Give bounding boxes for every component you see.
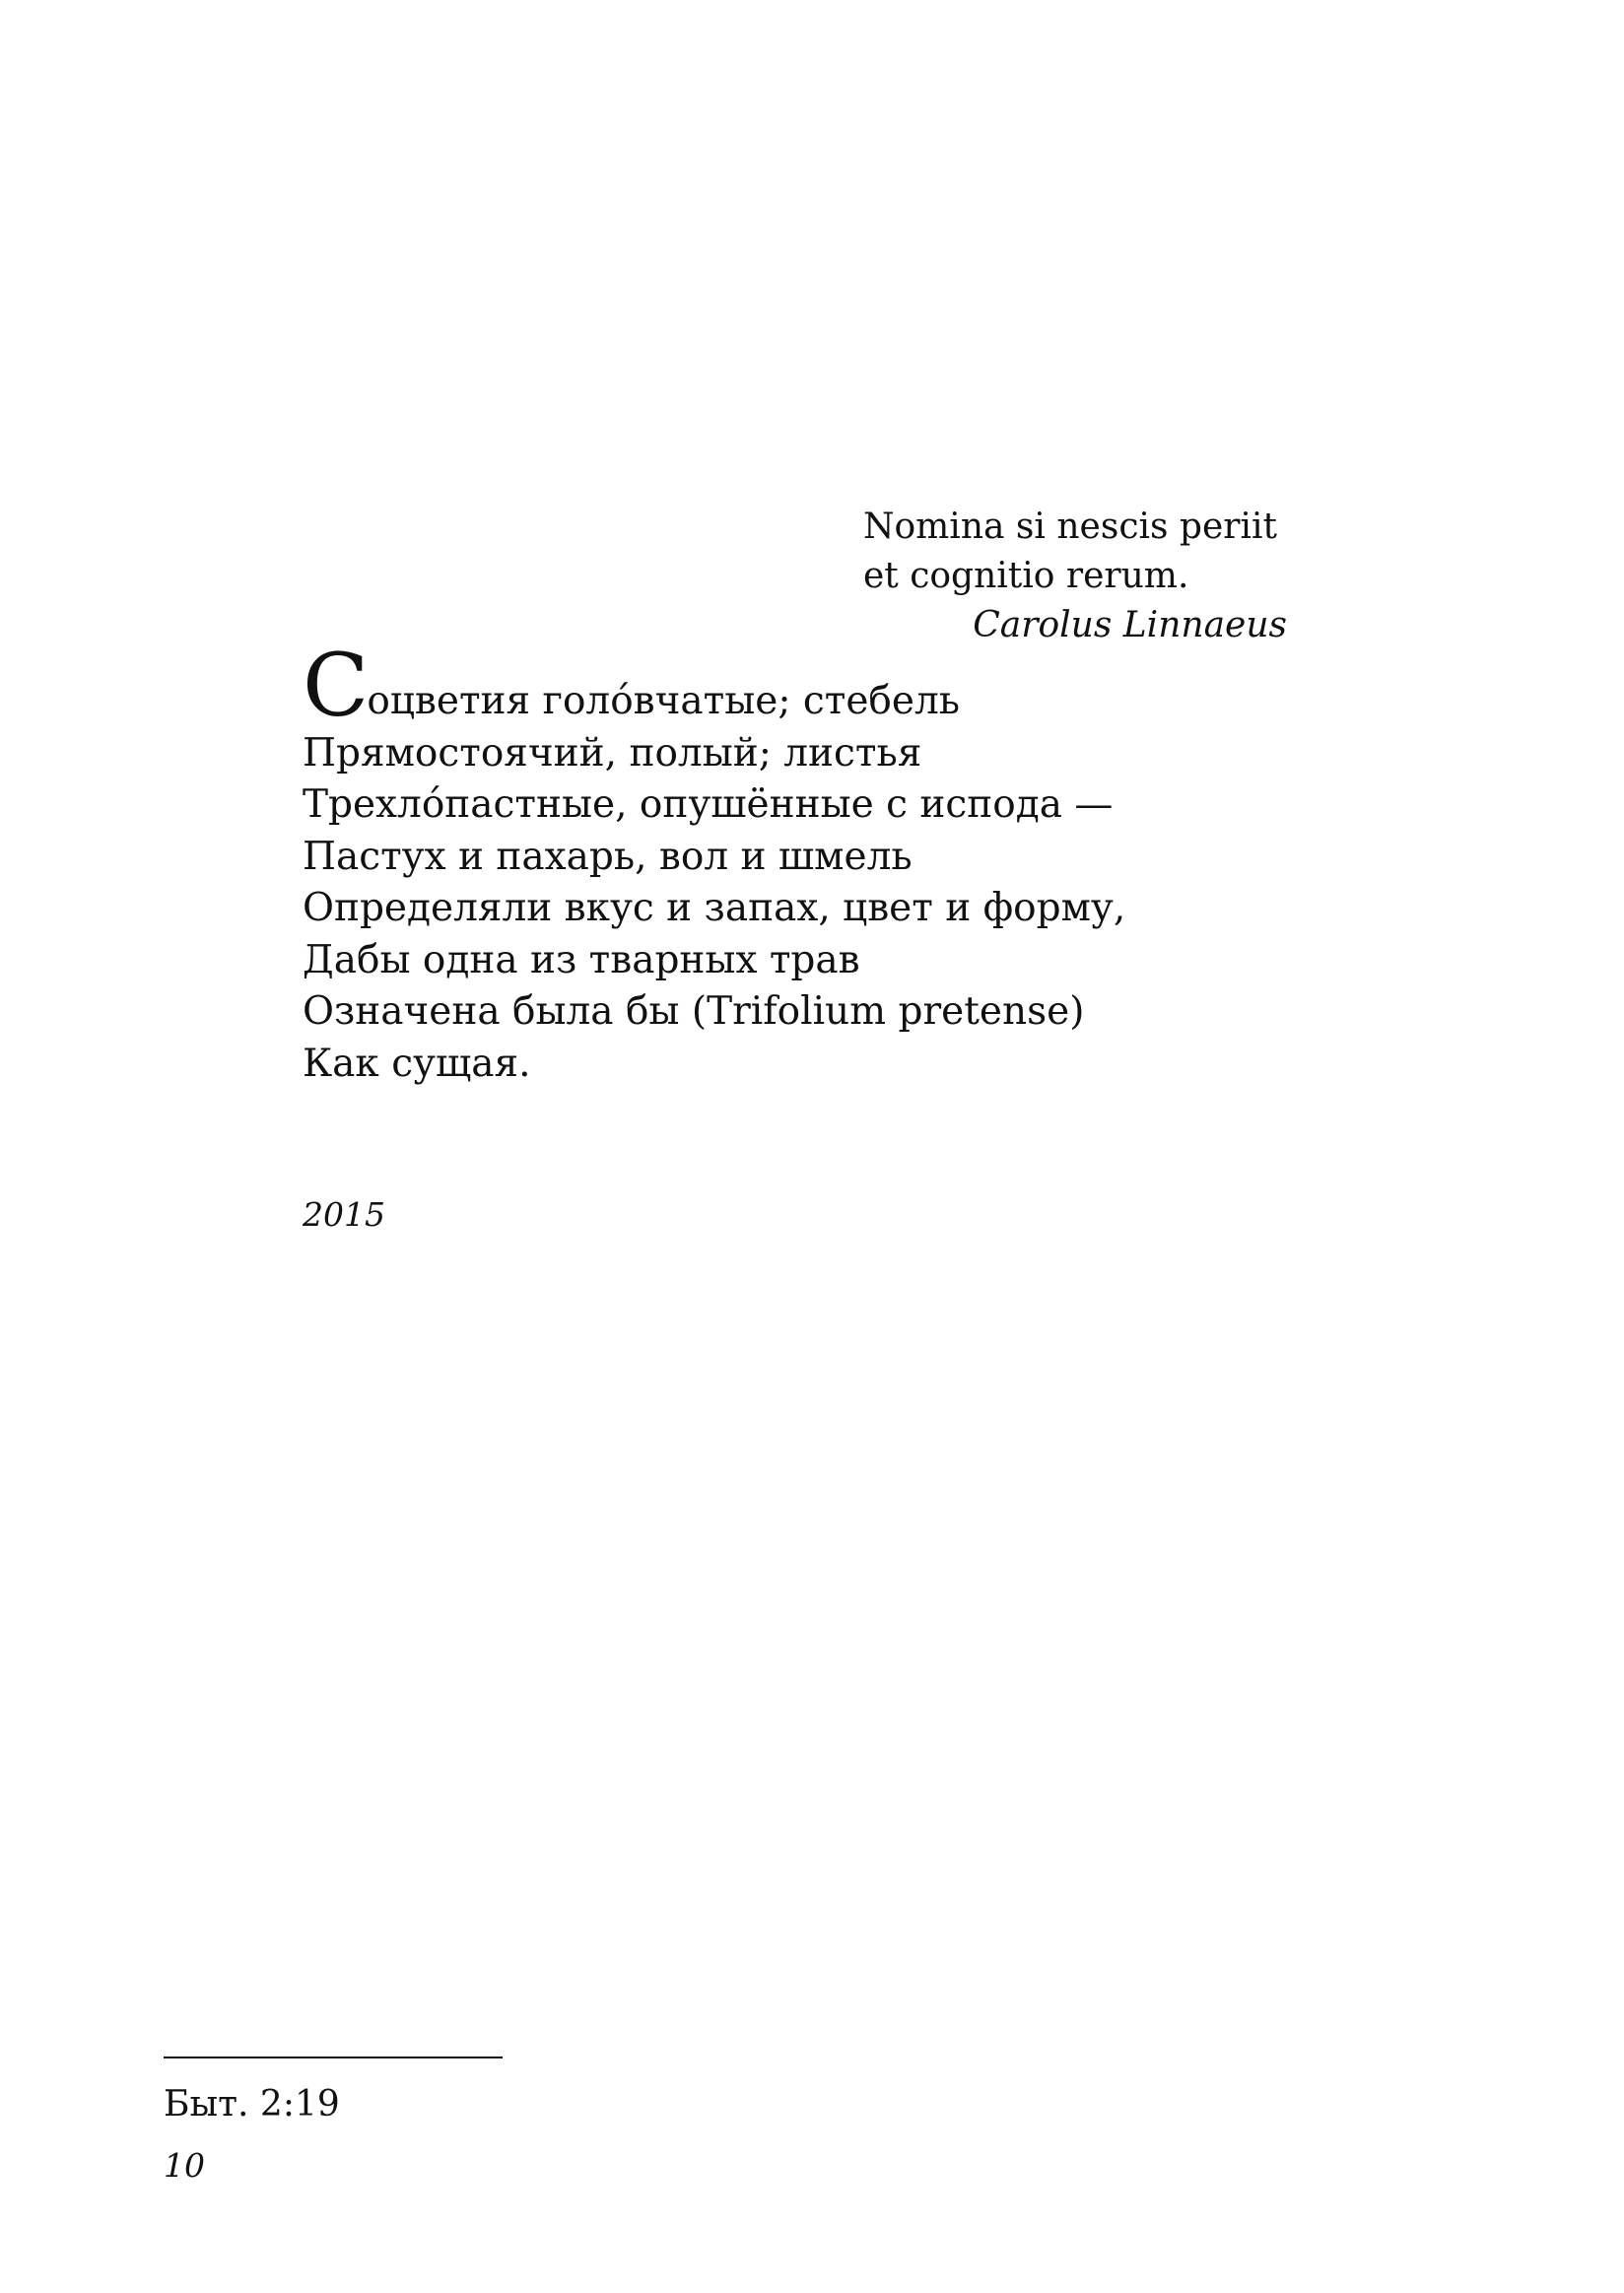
poem-line: Пастух и пахарь, вол и шмель: [303, 834, 913, 879]
footnote: Быт. 2:19: [164, 2084, 340, 2124]
poem-date: 2015: [303, 1195, 385, 1234]
epigraph-line: et cognitio rerum.: [863, 556, 1189, 596]
poem: [303, 635, 1288, 1090]
poem-line: Означена была бы (Trifolium pretense): [303, 989, 1085, 1034]
footnote-divider: [164, 2057, 503, 2058]
poem-line: [303, 635, 1288, 736]
epigraph: [863, 503, 1287, 650]
epigraph-line: Nomina si nescis periit: [863, 506, 1277, 547]
poem-line: Как сущая.: [303, 1041, 531, 1086]
poem-line: Прямостоячий, полый; листья: [303, 730, 922, 776]
poem-line-text: оцветия голо́вчатые; стебель: [367, 679, 960, 723]
poem-line: Дабы одна из тварных трав: [303, 937, 860, 982]
page-number: 10: [164, 2146, 205, 2185]
poem-line: Определяли вкус и запах, цвет и форму,: [303, 886, 1126, 930]
poem-line: Трехло́пастные, опушённые с испода —: [303, 782, 1114, 827]
epigraph-author: Carolus Linnaeus: [973, 605, 1287, 645]
drop-cap: С: [303, 635, 368, 736]
